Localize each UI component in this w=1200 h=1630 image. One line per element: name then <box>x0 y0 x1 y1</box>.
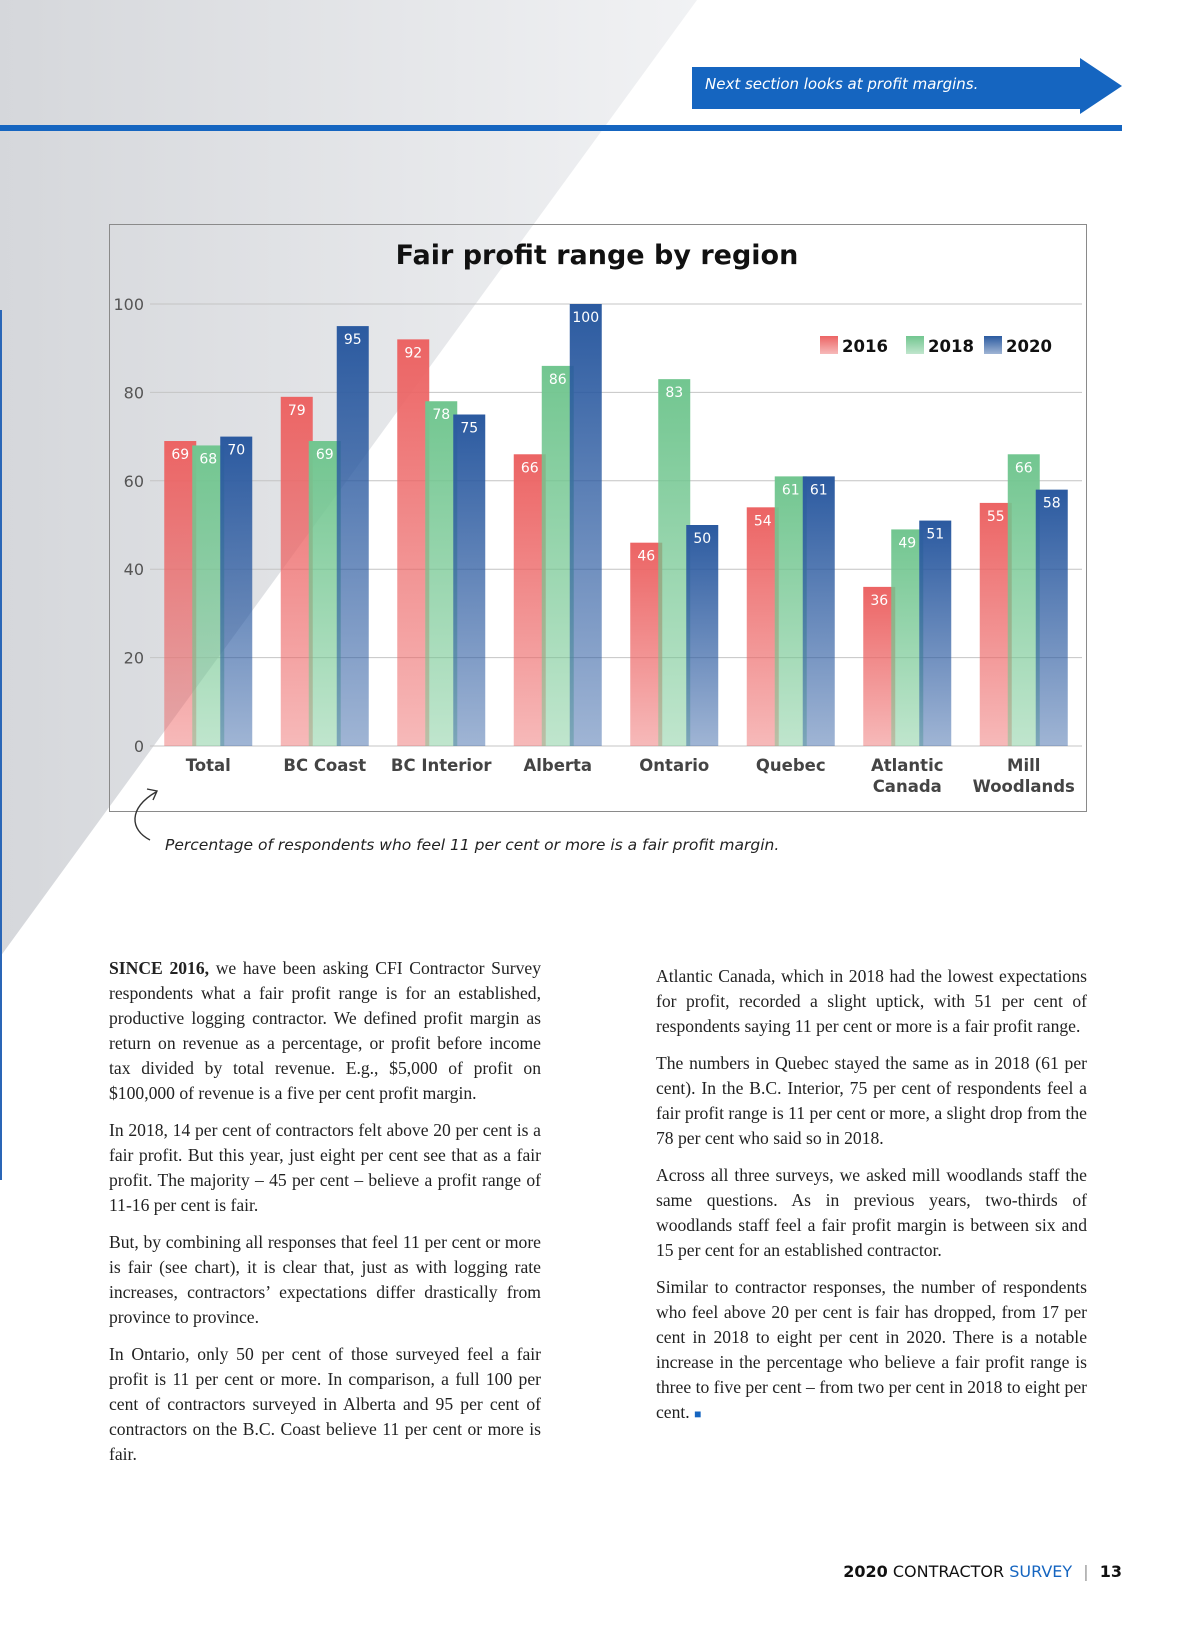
bar-2016 <box>630 543 662 746</box>
x-tick-label: Canada <box>872 777 942 796</box>
data-label: 78 <box>432 407 451 424</box>
chart-title: Fair profit range by region <box>395 240 799 271</box>
x-tick-label: Ontario <box>639 756 710 775</box>
article-column-right <box>656 964 1087 1439</box>
chart-caption: Percentage of respondents who feel 11 per cent or more is a fair profit margin. <box>165 836 780 854</box>
data-label: 36 <box>870 592 889 609</box>
legend-label: 2020 <box>1006 337 1052 356</box>
article-paragraph: SINCE 2016, we have been asking CFI Contractor Survey respondents what a fair profit range is for an established, productive logging contractor. We defined profit margin as return on revenue as a percentage, or profit before income tax divided by total revenue. E.g., $5,000 of profit on $100,000 of revenue is a five per cent profit margin. <box>109 958 541 1103</box>
data-label: 49 <box>898 535 917 552</box>
data-label: 79 <box>287 402 306 419</box>
bar-2018 <box>309 441 341 746</box>
bar-2016 <box>980 503 1012 746</box>
page-number: 13 <box>1099 1562 1122 1581</box>
data-label: 58 <box>1042 495 1061 512</box>
data-label: 100 <box>572 310 600 326</box>
data-label: 68 <box>199 451 218 468</box>
x-tick-label: Total <box>185 756 231 775</box>
bar-2018 <box>1008 454 1040 746</box>
bar-2016 <box>397 339 429 746</box>
bar-2020 <box>803 476 835 746</box>
bar-2020 <box>220 437 252 746</box>
bar-2018 <box>192 445 224 746</box>
data-label: 86 <box>548 371 567 388</box>
y-tick-label: 0 <box>133 737 144 756</box>
data-label: 55 <box>986 508 1005 525</box>
footer-separator: | <box>1083 1562 1089 1581</box>
data-label: 46 <box>637 548 656 565</box>
bar-2018 <box>658 379 690 746</box>
x-tick-label: Alberta <box>523 756 593 775</box>
x-tick-label: Mill <box>1007 756 1041 775</box>
data-label: 61 <box>781 482 800 499</box>
data-label: 92 <box>404 345 423 362</box>
bar-2018 <box>425 401 457 746</box>
article-paragraph: In 2018, 14 per cent of contractors felt above 20 per cent is a fair profit. But this year, just eight per cent see that as a fair profit. The majority – 45 per cent – believe a profit range of 11-16 per cent is fair. <box>109 1120 541 1215</box>
y-tick-label: 80 <box>123 383 144 403</box>
x-tick-label: Quebec <box>755 756 826 775</box>
data-label: 75 <box>460 420 479 437</box>
article-paragraph: The numbers in Quebec stayed the same as in 2018 (61 per cent). In the B.C. Interior, 75 per cent of respondents feel a fair profit range is 11 per cent or more, a slight drop from the 78 per cent who said so in 2018. <box>656 1053 1087 1148</box>
data-label: 66 <box>520 460 539 477</box>
article-paragraph: But, by combining all responses that feel 11 per cent or more is fair (see chart), it is clear that, just as with logging rate increases, contractors’ expectations differ drastically from province to province. <box>109 1232 541 1327</box>
legend-label: 2016 <box>842 337 888 356</box>
data-label: 69 <box>171 447 190 464</box>
bar-2016 <box>514 454 546 746</box>
data-label: 50 <box>693 531 712 547</box>
legend-swatch-2018 <box>906 336 924 354</box>
x-tick-label: BC Coast <box>283 756 367 775</box>
data-label: 70 <box>227 442 246 459</box>
data-label: 51 <box>926 526 945 543</box>
article-paragraph: Atlantic Canada, which in 2018 had the lowest expectations for profit, recorded a slight uptick, with 51 per cent of respondents saying 11 per cent or more is a fair profit range. <box>656 966 1087 1036</box>
bar-2020 <box>570 304 602 746</box>
legend-label: 2018 <box>928 337 974 356</box>
x-tick-label: Woodlands <box>972 777 1075 796</box>
bar-2020 <box>919 521 951 746</box>
footer-title: CONTRACTOR <box>892 1562 1005 1581</box>
bar-2016 <box>863 587 895 746</box>
footer-survey: SURVEY <box>1009 1562 1073 1581</box>
y-tick-label: 40 <box>123 560 144 580</box>
y-tick-label: 60 <box>123 471 144 491</box>
legend-swatch-2016 <box>820 336 838 354</box>
data-label: 66 <box>1014 460 1033 477</box>
bar-2020 <box>453 415 485 747</box>
data-label: 54 <box>753 513 772 530</box>
bar-2020 <box>686 525 718 746</box>
bar-2016 <box>164 441 196 746</box>
bar-2018 <box>542 366 574 746</box>
bar-2020 <box>337 326 369 746</box>
page-footer <box>843 1562 1122 1581</box>
x-tick-label: BC Interior <box>390 756 492 775</box>
data-label: 61 <box>809 482 828 499</box>
y-tick-label: 100 <box>113 295 144 314</box>
legend-swatch-2020 <box>984 336 1002 354</box>
article-paragraph: In Ontario, only 50 per cent of those surveyed feel a fair profit is 11 per cent or more. In comparison, a full 100 per cent of contractors surveyed in Alberta and 95 per cent of contractors on the B.C. Coast believe 11 per cent or more is fair. <box>109 1344 541 1464</box>
footer-year: 2020 <box>843 1562 888 1581</box>
data-label: 69 <box>315 447 334 464</box>
y-tick-label: 20 <box>123 648 144 668</box>
banner-text: Next section looks at profit margins. <box>705 75 979 93</box>
article-column-left <box>109 956 541 1479</box>
x-tick-label: Atlantic <box>870 756 944 775</box>
data-label: 95 <box>343 332 362 349</box>
bar-2016 <box>281 397 313 746</box>
bar-2016 <box>747 507 779 746</box>
bar-2020 <box>1036 490 1068 746</box>
bar-2018 <box>775 476 807 746</box>
data-label: 83 <box>665 385 684 402</box>
paragraph-lead-in: SINCE 2016, <box>109 958 210 978</box>
end-mark-icon: ■ <box>694 1407 702 1421</box>
bar-2018 <box>891 529 923 746</box>
article-paragraph: Across all three surveys, we asked mill woodlands staff the same questions. As in previous years, two-thirds of woodlands staff feel a fair profit margin is between six and 15 per cent for an established contractor. <box>656 1165 1087 1260</box>
article-paragraph: Similar to contractor responses, the number of respondents who feel above 20 per cent is fair has dropped, from 17 per cent in 2018 to eight per cent in 2020. There is a notable increase in the percentage who believe a fair profit range is three to five per cent – from two per cent in 2018 to eight per cent. ■ <box>656 1277 1087 1422</box>
